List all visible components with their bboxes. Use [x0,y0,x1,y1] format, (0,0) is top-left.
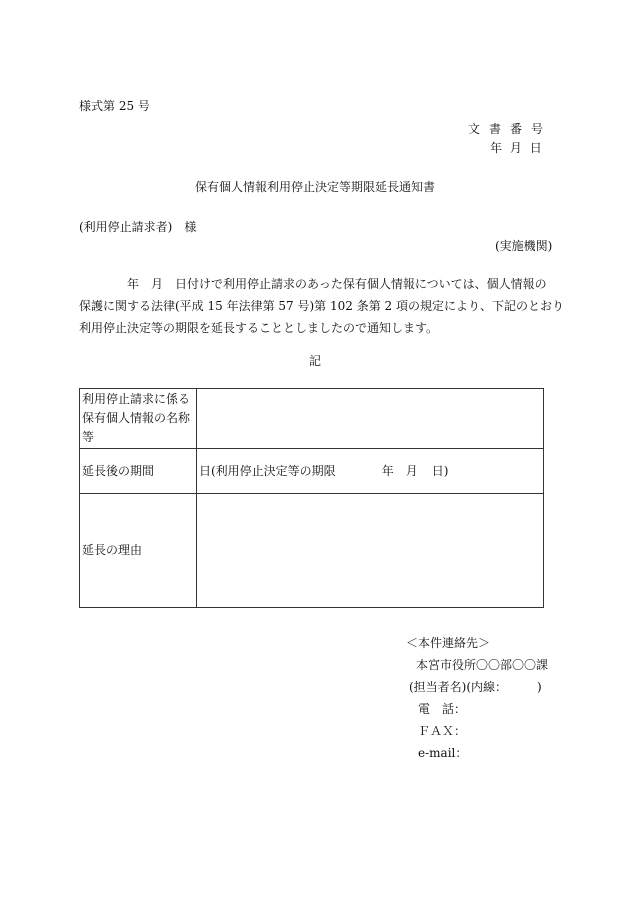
implementing-institution: (実施機関) [495,239,553,253]
ki-heading: 記 [308,354,321,368]
contact-person: (担当者名)(内線： ) [409,680,542,694]
document-title: 保有個人情報利用停止決定等期限延長通知書 [194,180,435,194]
date-day: 日 [529,141,542,155]
extension-reason-value[interactable] [197,494,544,608]
date-line [490,139,542,156]
extended-period-label: 延長後の期間 [80,449,197,494]
info-name-label-line-2: 保有個人情報の名称 [82,411,191,425]
period-text-a: 日(利用停止決定等の期限 [199,463,336,478]
contact-office: 本宮市役所〇〇部〇〇課 [416,658,549,672]
document-number-label: 文書番号 [468,122,553,136]
notice-body-line-1: 年 月 日付けで利用停止請求のあった保有個人情報については、個人情報の [127,277,547,291]
period-text-c: 日) [431,463,449,478]
contact-block [406,632,548,764]
extended-period-value[interactable] [197,449,544,494]
date-month: 月 [509,141,522,155]
extension-reason-label: 延長の理由 [80,494,197,608]
table-row [80,494,544,608]
table-row [80,449,544,494]
detail-table [79,388,544,608]
info-name-value[interactable] [197,389,544,449]
date-year: 年 [490,141,503,155]
contact-fax: ＦＡＸ： [418,724,467,738]
notice-body-line-3: 利用停止決定等の期限を延長することとしましたので通知します。 [79,321,439,335]
period-text-b: 年 月 [381,463,418,478]
notice-body [79,273,564,339]
table-row [80,389,544,449]
notice-body-line-2: 保護に関する法律(平成 15 年法律第 57 号)第 102 条第 2 項の規定により、下記のとおり [79,299,564,313]
contact-phone: 電 話： [418,702,467,716]
info-name-label-line-1: 利用停止請求に係る [82,392,191,406]
addressee: (利用停止請求者) 様 [79,220,197,234]
contact-heading: ＜本件連絡先＞ [406,636,491,650]
contact-email: e-mail： [418,746,468,760]
info-name-label [80,389,197,449]
form-number: 様式第 25 号 [79,99,150,113]
info-name-label-line-3: 等 [82,430,95,444]
